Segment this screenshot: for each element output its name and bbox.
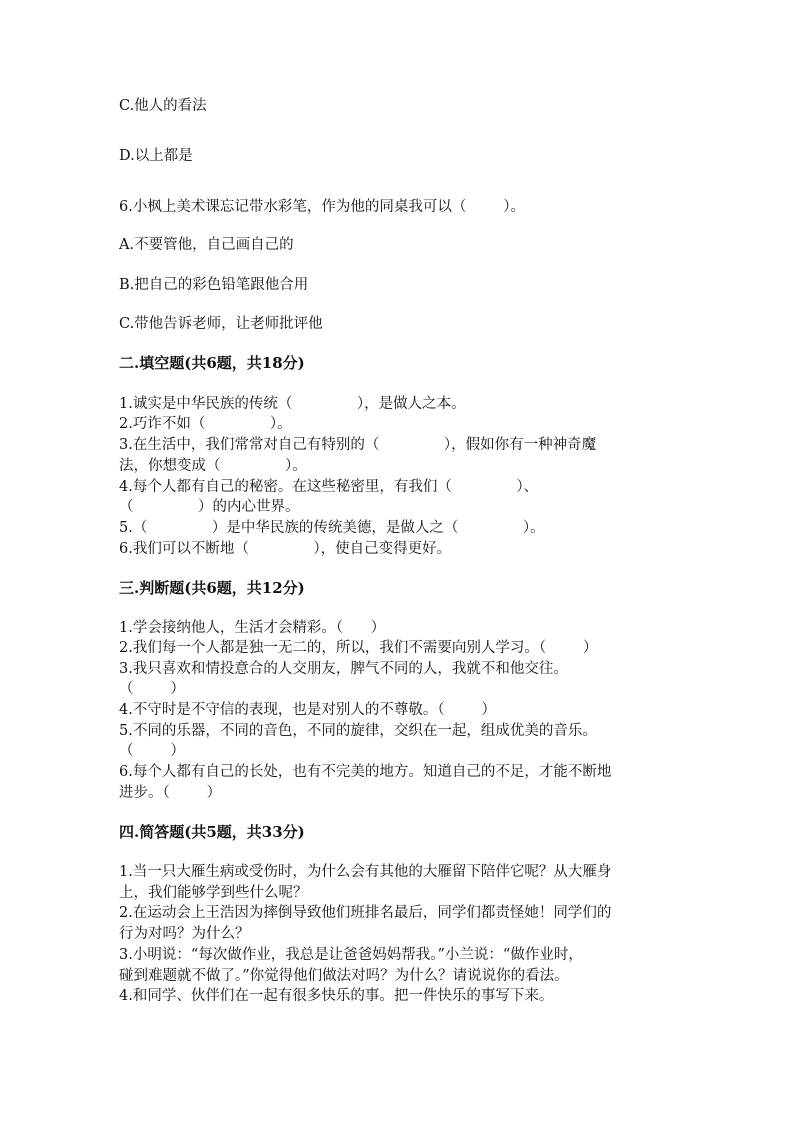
judgment-line: 进步。（ ）	[119, 785, 222, 801]
short-answer-line: 4.和同学、伙伴们在一起有很多快乐的事。把一件快乐的事写下来。	[119, 988, 554, 1004]
fill-blank-line: 1.诚实是中华民族的传统（ ），是做人之本。	[119, 396, 466, 412]
fill-blank-line: 5.（ ）是中华民族的传统美德，是做人之（ ）。	[119, 520, 545, 536]
fill-blank-line: 法，你想变成（ ）。	[119, 458, 307, 474]
judgment-line: 3.我只喜欢和情投意合的人交朋友，脾气不同的人，我就不和他交往。	[119, 661, 568, 677]
option-d: D.以上都是	[119, 148, 193, 164]
judgment-line: 5.不同的乐器，不同的音色，不同的旋律，交织在一起，组成优美的音乐。	[119, 723, 597, 739]
short-answer-line: 上，我们能够学到些什么呢？	[119, 885, 308, 901]
short-answer-line: 2.在运动会上王浩因为摔倒导致他们班排名最后，同学们都责怪她！同学们的	[119, 905, 612, 921]
question-6-stem: 6.小枫上美术课忘记带水彩笔，作为他的同桌我可以（ ）。	[119, 199, 525, 215]
fill-blank-line: （ ）的内心世界。	[119, 499, 300, 515]
fill-blank-line: 3.在生活中，我们常常对自己有特别的（ ），假如你有一种神奇魔	[119, 437, 597, 453]
section-2-title: 二.填空题(共6题，共18分)	[119, 354, 305, 372]
judgment-line: 1.学会接纳他人，生活才会精彩。（ ）	[119, 620, 386, 636]
section-4-title: 四.简答题(共5题，共33分)	[119, 823, 305, 841]
option-c: C.他人的看法	[119, 98, 207, 114]
question-6-option-a: A.不要管他，自己画自己的	[119, 237, 294, 253]
judgment-line: 2.我们每一个人都是独一无二的，所以，我们不需要向别人学习。（ ）	[119, 640, 598, 656]
judgment-line: （ ）	[119, 743, 185, 759]
fill-blank-line: 6.我们可以不断地（ ），使自己变得更好。	[119, 541, 452, 557]
judgment-line: 6.每个人都有自己的长处，也有不完美的地方。知道自己的不足，才能不断地	[119, 764, 612, 780]
fill-blank-line: 4.每个人都有自己的秘密。在这些秘密里，有我们（ ）、	[119, 479, 539, 495]
short-answer-line: 3.小明说：“每次做作业，我总是让爸爸妈妈帮我。”小兰说：“做作业时，	[119, 947, 583, 963]
question-6-option-b: B.把自己的彩色铅笔跟他合用	[119, 277, 309, 293]
judgment-line: 4.不守时是不守信的表现，也是对别人的不尊敬。（ ）	[119, 702, 496, 718]
judgment-line: （ ）	[119, 681, 185, 697]
fill-blank-line: 2.巧诈不如（ ）。	[119, 416, 292, 432]
short-answer-line: 1.当一只大雁生病或受伤时，为什么会有其他的大雁留下陪伴它呢？从大雁身	[119, 864, 612, 880]
short-answer-line: 行为对吗？为什么？	[119, 926, 250, 942]
short-answer-line: 碰到难题就不做了。”你觉得他们做法对吗？为什么？请说说你的看法。	[119, 968, 569, 984]
question-6-option-c: C.带他告诉老师，让老师批评他	[119, 316, 323, 332]
section-3-title: 三.判断题(共6题，共12分)	[119, 579, 305, 597]
